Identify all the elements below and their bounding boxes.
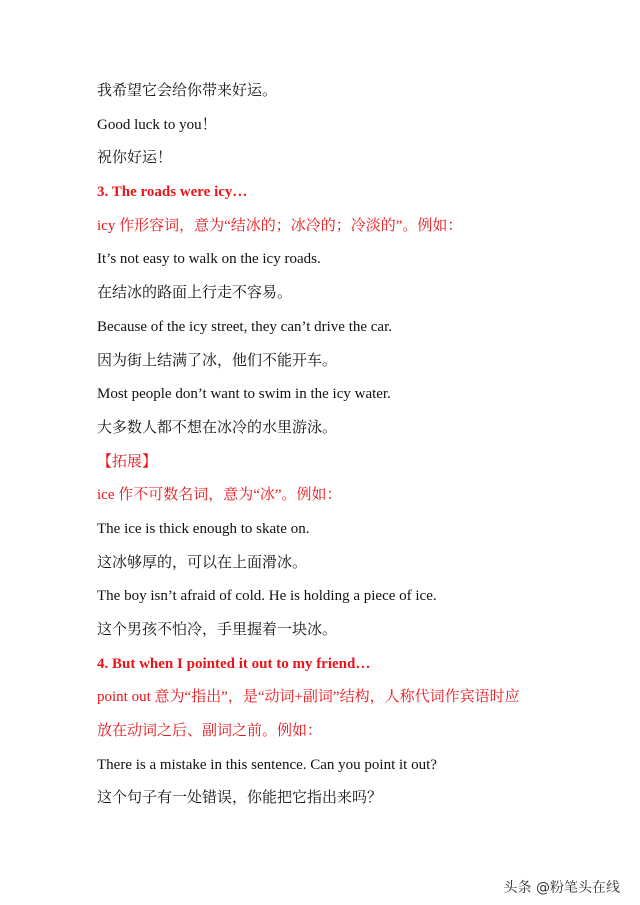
example-translation: 在结冰的路面上行走不容易。 <box>97 285 293 302</box>
example-sentence: It’s not easy to walk on the icy roads. <box>97 251 321 268</box>
document-body <box>97 80 617 821</box>
example-sentence: The ice is thick enough to skate on. <box>97 520 310 537</box>
example-translation: 因为街上结满了冰，他们不能开车。 <box>97 352 338 369</box>
example-translation: 这冰够厚的，可以在上面滑冰。 <box>97 554 308 571</box>
text-line: Good luck to you！ <box>97 116 217 133</box>
text-line: 我希望它会给你带来好运。 <box>97 83 278 99</box>
explanation-line: icy 作形容词，意为“结冰的；冰冷的；冷淡的”。例如： <box>97 217 463 234</box>
explanation-line: point out 意为“指出”，是“动词+副词”结构，人称代词作宾语时应 <box>97 689 520 706</box>
example-sentence: Because of the icy street, they can’t drive the car. <box>97 318 393 335</box>
explanation-line: 放在动词之后、副词之前。例如： <box>97 723 323 740</box>
example-sentence: Most people don’t want to swim in the icy water. <box>97 386 391 403</box>
example-translation: 大多数人都不想在冰冷的水里游泳。 <box>97 419 338 436</box>
watermark: 头条 @粉笔头在线 <box>503 880 620 896</box>
text-line: 祝你好运！ <box>97 150 173 167</box>
explanation-line: ice 作不可数名词，意为“冰”。例如： <box>97 487 342 504</box>
example-sentence: There is a mistake in this sentence. Can you point it out? <box>97 756 437 773</box>
extension-label: 【拓展】 <box>97 453 158 470</box>
section-heading-3: 3. The roads were icy… <box>97 184 248 201</box>
example-sentence: The boy isn’t afraid of cold. He is holding a piece of ice. <box>97 588 437 605</box>
example-translation: 这个句子有一处错误，你能把它指出来吗？ <box>97 790 383 807</box>
section-heading-4: 4. But when I pointed it out to my friend… <box>97 655 371 672</box>
example-translation: 这个男孩不怕冷，手里握着一块冰。 <box>97 622 338 638</box>
